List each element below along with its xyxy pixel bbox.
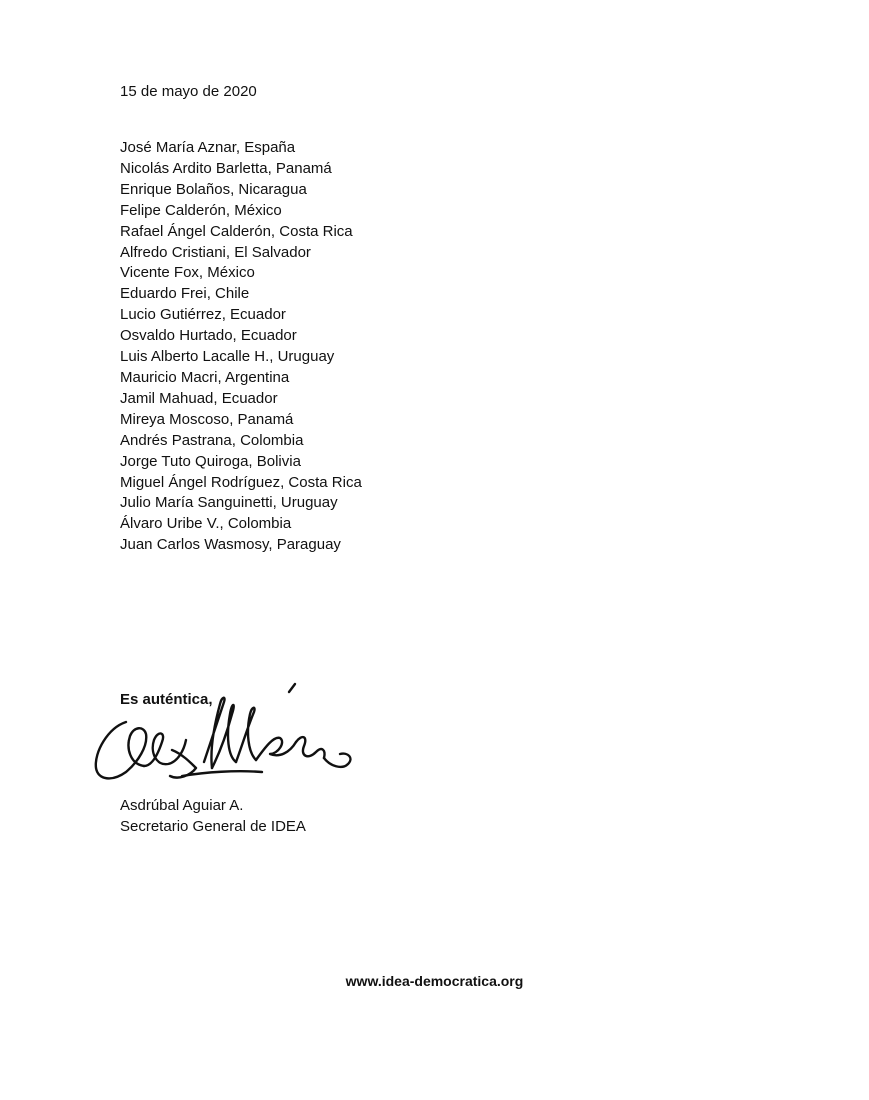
signatory-item: Vicente Fox, México [120,264,255,282]
letter-date: 15 de mayo de 2020 [120,83,257,100]
signatory-item: Lucio Gutiérrez, Ecuador [120,306,286,324]
signer-name: Asdrúbal Aguiar A. [120,797,244,814]
signatory-item: José María Aznar, España [120,139,296,156]
signatory-item: Miguel Ángel Rodríguez, Costa Rica [120,473,362,491]
footer-website: www.idea-democratica.org [345,973,524,989]
signer-block [120,795,306,837]
signatory-item: Enrique Bolaños, Nicaragua [120,180,307,198]
signatory-item: Rafael Ángel Calderón, Costa Rica [120,222,353,240]
signatory-item: Andrés Pastrana, Colombia [120,431,304,449]
signatory-item: Julio María Sanguinetti, Uruguay [120,494,338,512]
signatory-item: Nicolás Ardito Barletta, Panamá [120,159,332,177]
signatory-item: Mauricio Macri, Argentina [120,368,290,386]
signatory-item: Osvaldo Hurtado, Ecuador [120,327,297,345]
authenticity-note: Es auténtica, [120,691,213,708]
signatory-list [120,138,362,556]
signer-title: Secretario General de IDEA [120,818,306,835]
signatory-item: Álvaro Uribe V., Colombia [120,515,292,533]
signatory-item: Juan Carlos Wasmosy, Paraguay [120,536,341,554]
signatory-item: Mireya Moscoso, Panamá [120,410,294,428]
signatory-item: Alfredo Cristiani, El Salvador [120,243,311,261]
signatory-item: Felipe Calderón, México [120,201,282,219]
signatory-item: Luis Alberto Lacalle H., Uruguay [120,348,335,366]
signatory-item: Eduardo Frei, Chile [120,285,250,303]
signatory-item: Jorge Tuto Quiroga, Bolivia [120,452,301,470]
signatory-item: Jamil Mahuad, Ecuador [120,389,278,407]
handwritten-signature [86,680,356,795]
